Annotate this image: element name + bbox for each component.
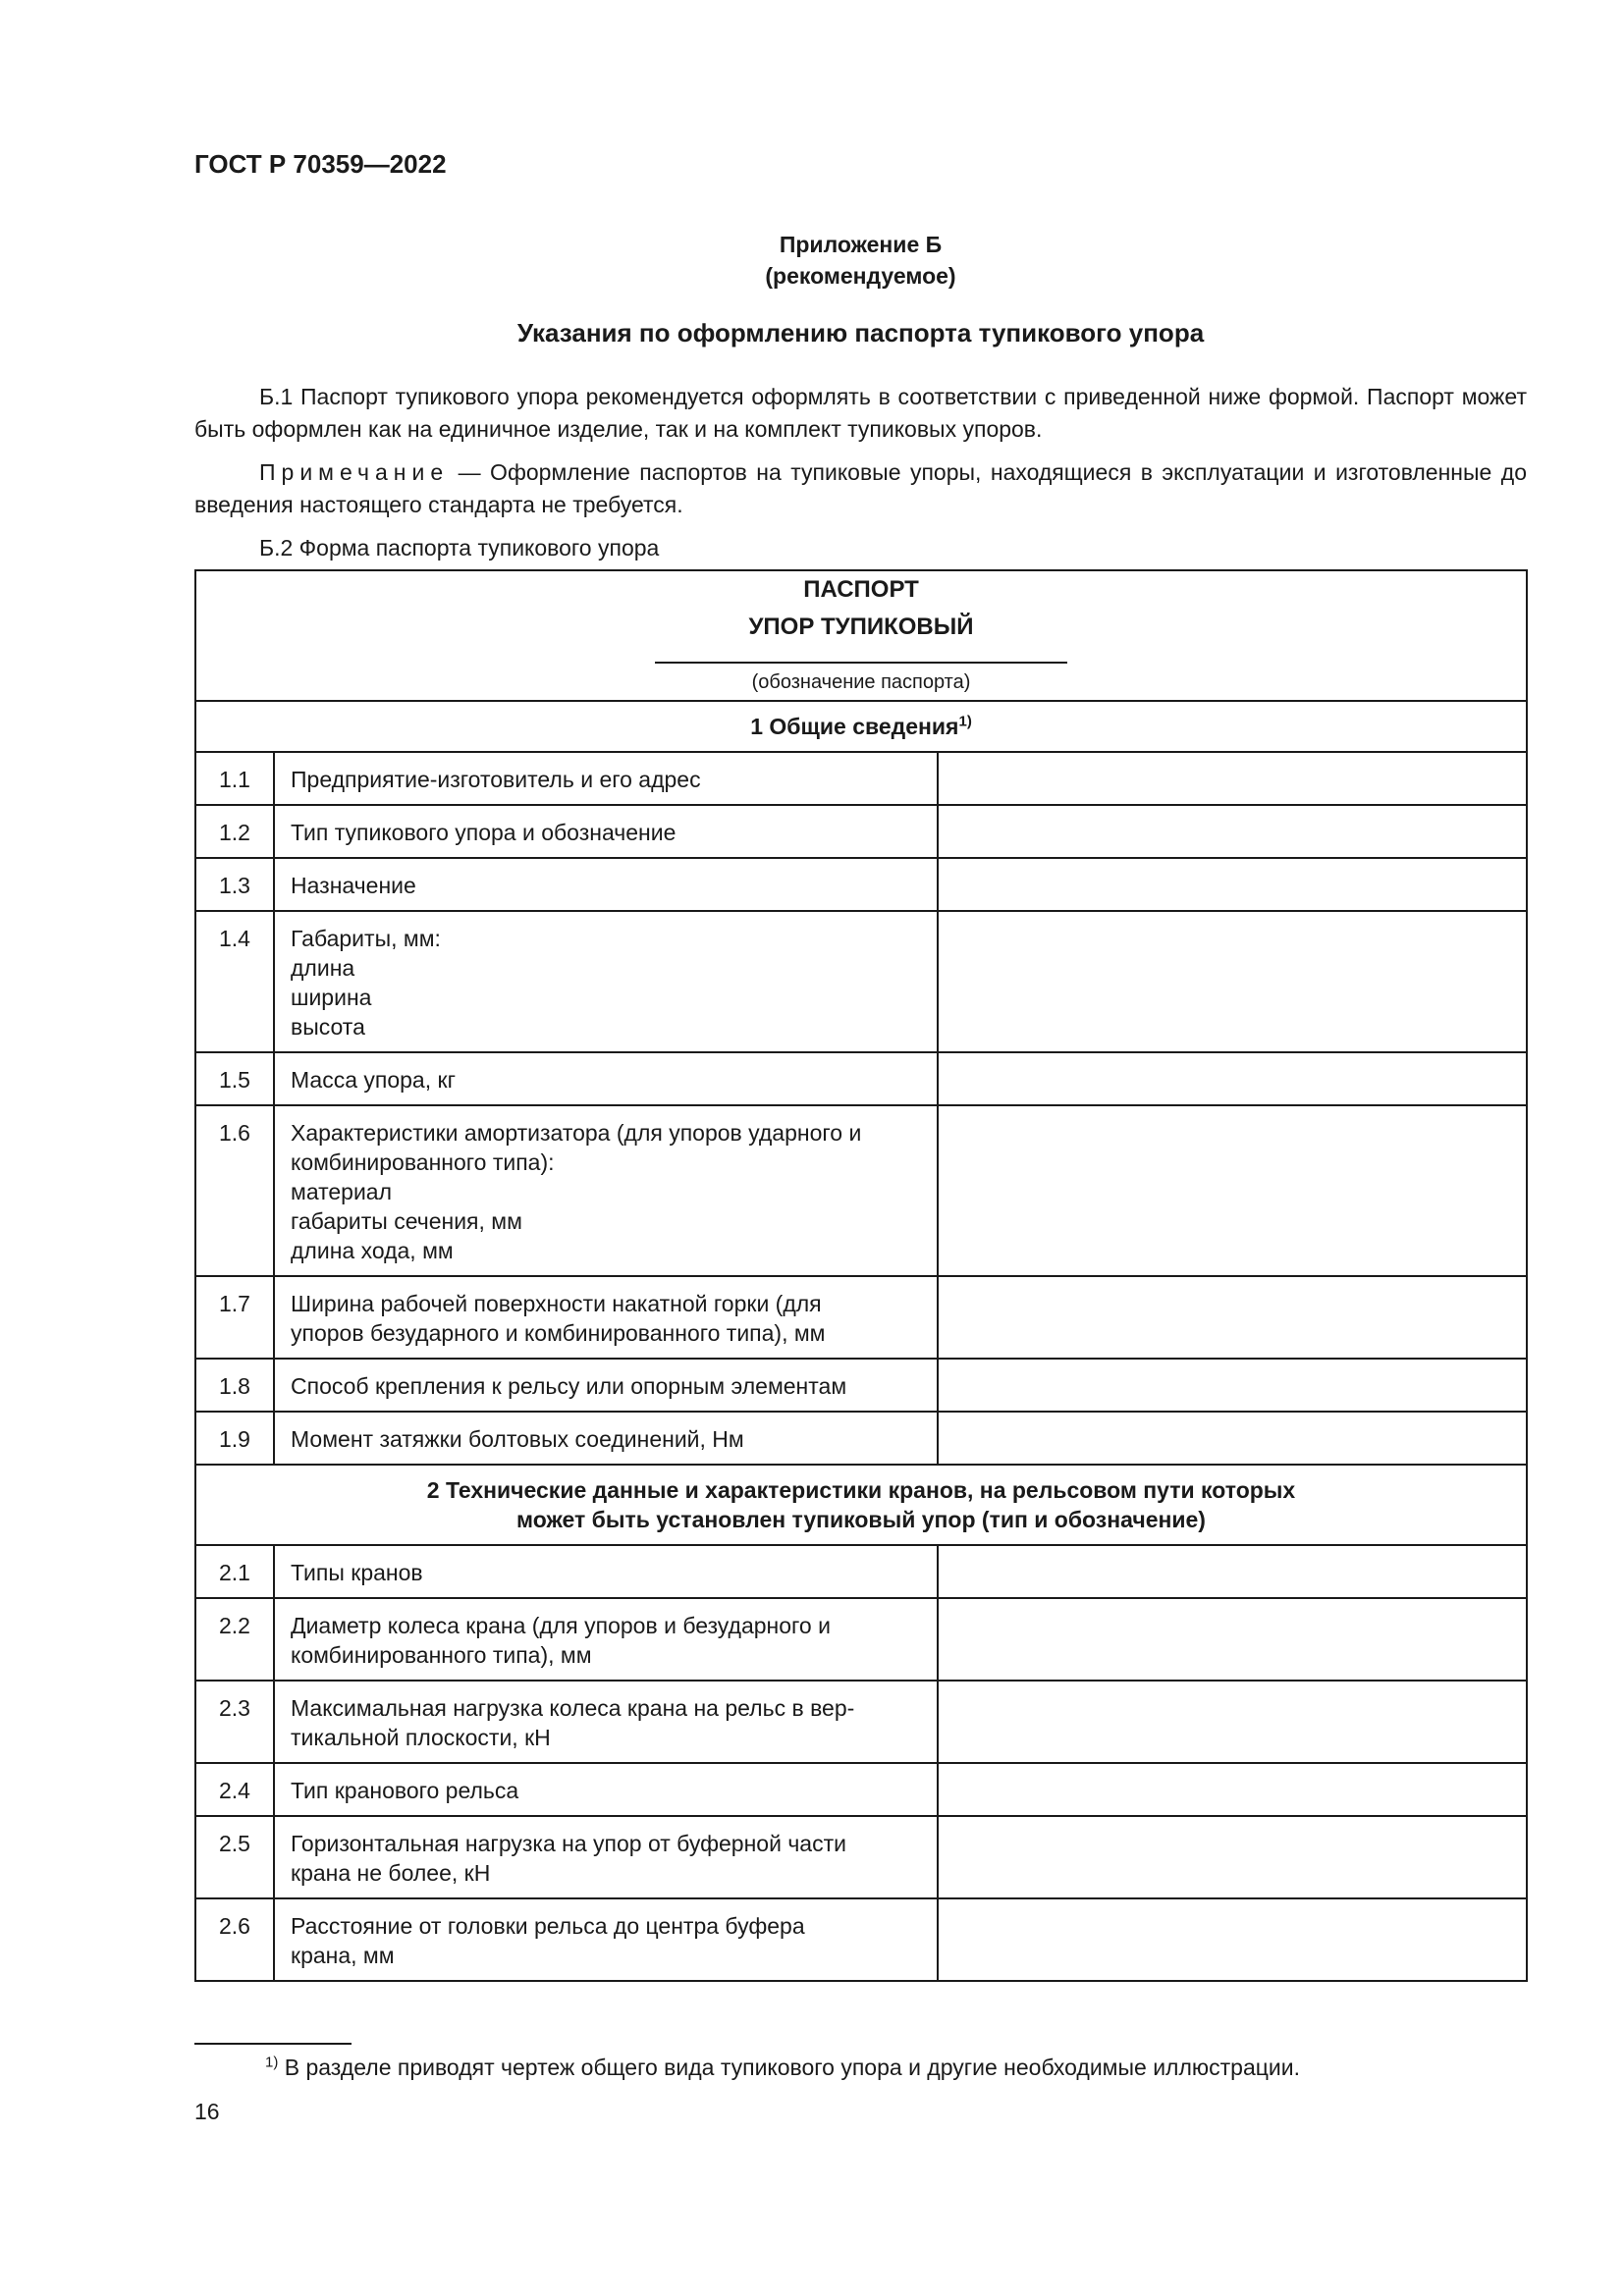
form-header-row (195, 570, 1527, 701)
section-2-line-2: может быть установлен тупиковый упор (тип и обозначение) (516, 1507, 1206, 1532)
row-value-field (938, 1598, 1527, 1681)
row-label-line: Типы кранов (291, 1560, 423, 1585)
note-text: — Оформление паспортов на тупиковые упоры, находящиеся в эксплуатации и изготовленные до введения настоящего стандарта не требуется. (194, 459, 1527, 517)
footnote-ref: 1) (958, 713, 972, 730)
table-row (195, 1105, 1527, 1276)
paragraph-b1 (194, 381, 1527, 446)
row-label-line: крана не более, кН (291, 1860, 491, 1886)
row-value-field (938, 1898, 1527, 1981)
row-label (274, 911, 938, 1052)
row-value-field (938, 1052, 1527, 1105)
form-title: ПАСПОРТ (803, 576, 919, 603)
row-label (274, 1359, 938, 1412)
passport-form-table (194, 569, 1528, 1982)
section-1-title-text: 1 Общие сведения (750, 714, 959, 739)
row-value-field (938, 1763, 1527, 1816)
row-label-line: материал (291, 1179, 393, 1204)
row-label-line: комбинированного типа), мм (291, 1642, 592, 1668)
row-number: 1.7 (195, 1276, 274, 1359)
row-label (274, 1598, 938, 1681)
row-label (274, 1763, 938, 1816)
row-number: 1.2 (195, 805, 274, 858)
row-label (274, 1276, 938, 1359)
footnote-rule (194, 2043, 352, 2045)
row-label-line: Характеристики амортизатора (для упоров ударного и (291, 1120, 862, 1146)
page-number: 16 (194, 2099, 220, 2124)
designation-line (655, 662, 1067, 664)
row-label-line: тикальной плоскости, кН (291, 1725, 551, 1750)
row-label-line: крана, мм (291, 1943, 395, 1968)
paragraph-b1-text: Б.1 Паспорт тупикового упора рекомендуется оформлять в соответствии с приведенной ниже формой. Паспорт может быть оформлен как на единичное изделие, так и на комплект тупиковых упоров. (194, 384, 1527, 442)
paragraph-b2-text: Б.2 Форма паспорта тупикового упора (259, 535, 660, 561)
row-label-line: Расстояние от головки рельса до центра буфера (291, 1913, 805, 1939)
table-row (195, 1359, 1527, 1412)
row-label (274, 858, 938, 911)
document-code: ГОСТ Р 70359—2022 (194, 149, 447, 179)
row-number: 2.2 (195, 1598, 274, 1681)
row-label-line: Масса упора, кг (291, 1067, 456, 1093)
row-label-line: Предприятие-изготовитель и его адрес (291, 767, 701, 792)
row-label (274, 1545, 938, 1598)
row-label-line: длина хода, мм (291, 1238, 454, 1263)
row-label-line: Горизонтальная нагрузка на упор от буферной части (291, 1831, 846, 1856)
table-row (195, 1276, 1527, 1359)
table-row (195, 1681, 1527, 1763)
row-label-line: высота (291, 1014, 365, 1040)
row-number: 2.5 (195, 1816, 274, 1898)
row-value-field (938, 1816, 1527, 1898)
table-row (195, 805, 1527, 858)
table-row (195, 1898, 1527, 1981)
table-row (195, 1816, 1527, 1898)
section-1-row (195, 701, 1527, 752)
footnote-mark: 1) (265, 2054, 279, 2071)
row-label-line: Тип тупикового упора и обозначение (291, 820, 677, 845)
row-label-line: ширина (291, 985, 372, 1010)
row-number: 1.5 (195, 1052, 274, 1105)
row-label-line: комбинированного типа): (291, 1149, 555, 1175)
row-label-line: Габариты, мм: (291, 926, 441, 951)
table-row (195, 911, 1527, 1052)
annex-status: (рекомендуемое) (765, 263, 956, 289)
annex-heading: Указания по оформлению паспорта тупикового упора (516, 318, 1205, 347)
table-row (195, 1412, 1527, 1465)
row-number: 1.9 (195, 1412, 274, 1465)
footnote-text: В разделе приводят чертеж общего вида тупикового упора и другие необходимые иллюстрации. (278, 2055, 1301, 2080)
row-value-field (938, 1105, 1527, 1276)
designation-caption: (обозначение паспорта) (751, 671, 971, 693)
row-label (274, 1816, 938, 1898)
annex-title: Приложение Б (779, 232, 943, 257)
table-row (195, 1763, 1527, 1816)
row-label-line: Способ крепления к рельсу или опорным элементам (291, 1373, 847, 1399)
row-number: 1.6 (195, 1105, 274, 1276)
row-label-line: длина (291, 955, 355, 981)
row-label (274, 1105, 938, 1276)
row-label-line: Момент затяжки болтовых соединений, Нм (291, 1426, 744, 1452)
table-row (195, 1545, 1527, 1598)
footnote (265, 2055, 1300, 2081)
row-number: 1.1 (195, 752, 274, 805)
form-subtitle: УПОР ТУПИКОВЫЙ (748, 614, 974, 640)
row-number: 2.4 (195, 1763, 274, 1816)
section-1-title (195, 701, 1527, 752)
row-value-field (938, 1545, 1527, 1598)
row-label-line: Максимальная нагрузка колеса крана на рельс в вер- (291, 1695, 855, 1721)
row-label-line: упоров безударного и комбинированного типа), мм (291, 1320, 826, 1346)
row-number: 2.1 (195, 1545, 274, 1598)
note-label: Примечание (259, 459, 450, 485)
row-label-line: Диаметр колеса крана (для упоров и безударного и (291, 1613, 831, 1638)
row-value-field (938, 911, 1527, 1052)
paragraph-b2 (194, 532, 1527, 564)
table-row (195, 858, 1527, 911)
row-label (274, 805, 938, 858)
row-number: 2.3 (195, 1681, 274, 1763)
section-2-title (195, 1465, 1527, 1545)
table-row (195, 752, 1527, 805)
row-value-field (938, 1359, 1527, 1412)
row-value-field (938, 1681, 1527, 1763)
form-header-cell (195, 570, 1527, 701)
table-row (195, 1598, 1527, 1681)
table-row (195, 1052, 1527, 1105)
row-value-field (938, 858, 1527, 911)
row-value-field (938, 1412, 1527, 1465)
row-label (274, 1052, 938, 1105)
row-label (274, 1681, 938, 1763)
row-number: 1.8 (195, 1359, 274, 1412)
row-number: 1.3 (195, 858, 274, 911)
row-label (274, 1898, 938, 1981)
row-label-line: Ширина рабочей поверхности накатной горки (для (291, 1291, 822, 1316)
row-value-field (938, 805, 1527, 858)
note-paragraph (194, 456, 1527, 521)
row-number: 2.6 (195, 1898, 274, 1981)
row-label (274, 1412, 938, 1465)
row-value-field (938, 1276, 1527, 1359)
row-label-line: Назначение (291, 873, 416, 898)
row-number: 1.4 (195, 911, 274, 1052)
row-label (274, 752, 938, 805)
row-label-line: габариты сечения, мм (291, 1208, 522, 1234)
section-2-line-1: 2 Технические данные и характеристики кранов, на рельсовом пути которых (426, 1477, 1296, 1503)
section-2-row (195, 1465, 1527, 1545)
row-value-field (938, 752, 1527, 805)
row-label-line: Тип кранового рельса (291, 1778, 519, 1803)
